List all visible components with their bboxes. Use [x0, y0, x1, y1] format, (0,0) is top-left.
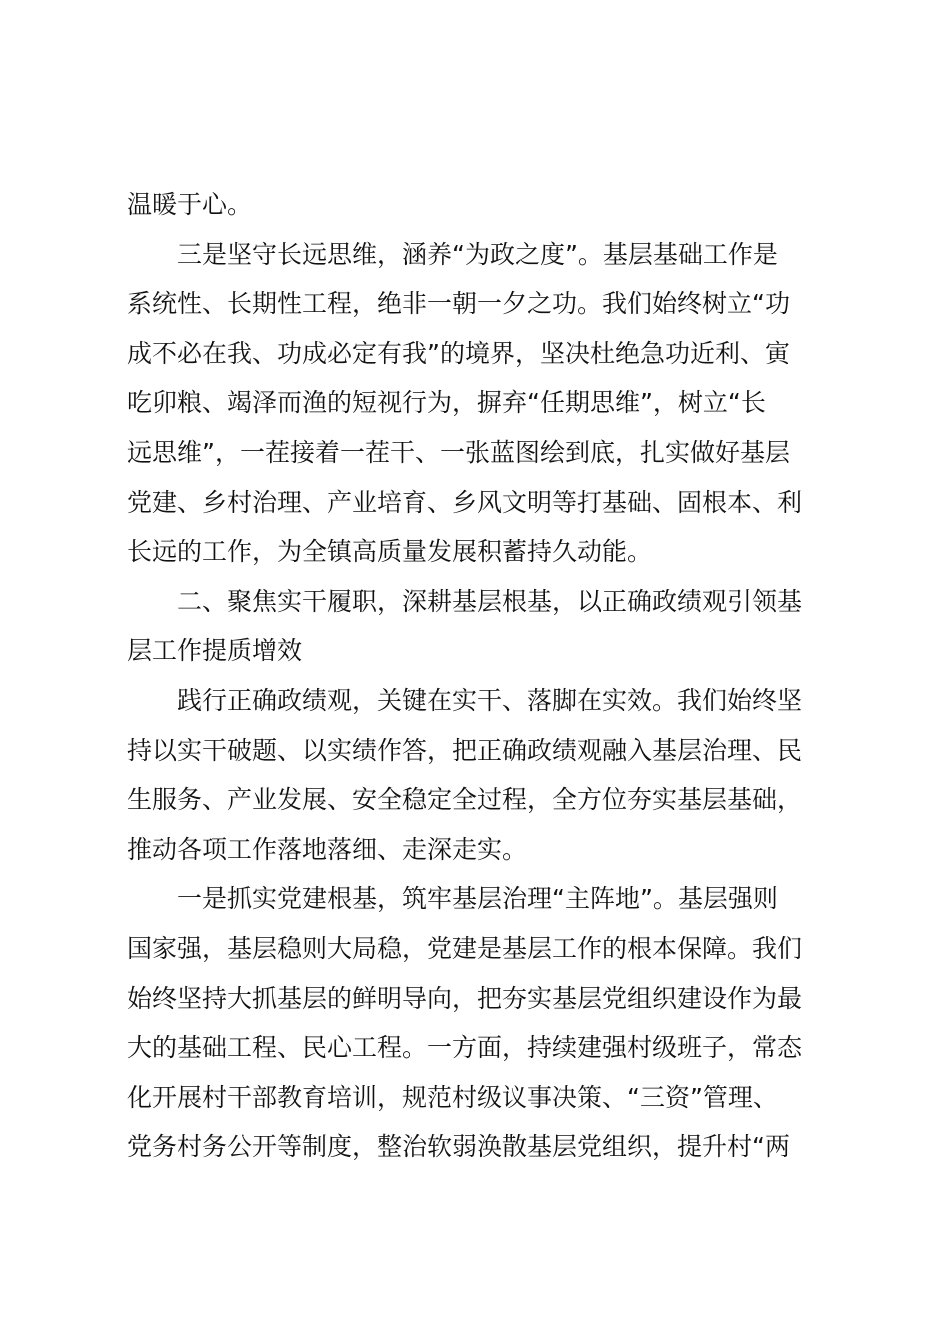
text-line: 推动各项工作落地落细、走深走实。	[127, 834, 528, 864]
text-line: 国家强，基层稳则大局稳，党建是基层工作的根本保障。我们	[127, 933, 803, 963]
paragraph-point-one	[127, 874, 847, 1172]
section-heading	[127, 577, 847, 676]
text-line: 三是坚守长远思维，涵养“为政之度”。基层基础工作是	[177, 239, 778, 269]
text-line: 践行正确政绩观，关键在实干、落脚在实效。我们始终坚	[177, 685, 803, 715]
paragraph-point-three	[127, 230, 847, 577]
paragraph-section-intro	[127, 676, 847, 874]
text-line: 吃卯粮、竭泽而渔的短视行为，摒弃“任期思维”，树立“长	[127, 388, 766, 418]
document-body	[127, 180, 847, 1172]
text-line: 化开展村干部教育培训，规范村级议事决策、“三资”管理、	[127, 1082, 778, 1112]
text-line: 生服务、产业发展、安全稳定全过程，全方位夯实基层基础，	[127, 785, 803, 815]
heading-line: 二、聚焦实干履职，深耕基层根基，以正确政绩观引领基	[177, 586, 803, 616]
heading-line: 层工作提质增效	[127, 636, 303, 666]
paragraph-continuation	[127, 180, 847, 230]
text-line: 始终坚持大抓基层的鲜明导向，把夯实基层党组织建设作为最	[127, 983, 803, 1013]
text-line: 大的基础工程、民心工程。一方面，持续建强村级班子，常态	[127, 1033, 803, 1063]
text-line: 温暖于心。	[127, 190, 253, 219]
text-line: 党务村务公开等制度，整治软弱涣散基层党组织，提升村“两	[127, 1132, 790, 1162]
text-line: 长远的工作，为全镇高质量发展积蓄持久动能。	[127, 537, 653, 567]
text-line: 党建、乡村治理、产业培育、乡风文明等打基础、固根本、利	[127, 487, 803, 517]
text-line: 持以实干破题、以实绩作答，把正确政绩观融入基层治理、民	[127, 735, 803, 765]
text-line: 成不必在我、功成必定有我”的境界，坚决杜绝急功近利、寅	[127, 338, 790, 368]
text-line: 一是抓实党建根基，筑牢基层治理“主阵地”。基层强则	[177, 884, 778, 914]
text-line: 系统性、长期性工程，绝非一朝一夕之功。我们始终树立“功	[127, 289, 790, 319]
text-line: 远思维”，一茬接着一茬干、一张蓝图绘到底，扎实做好基层	[127, 437, 790, 467]
